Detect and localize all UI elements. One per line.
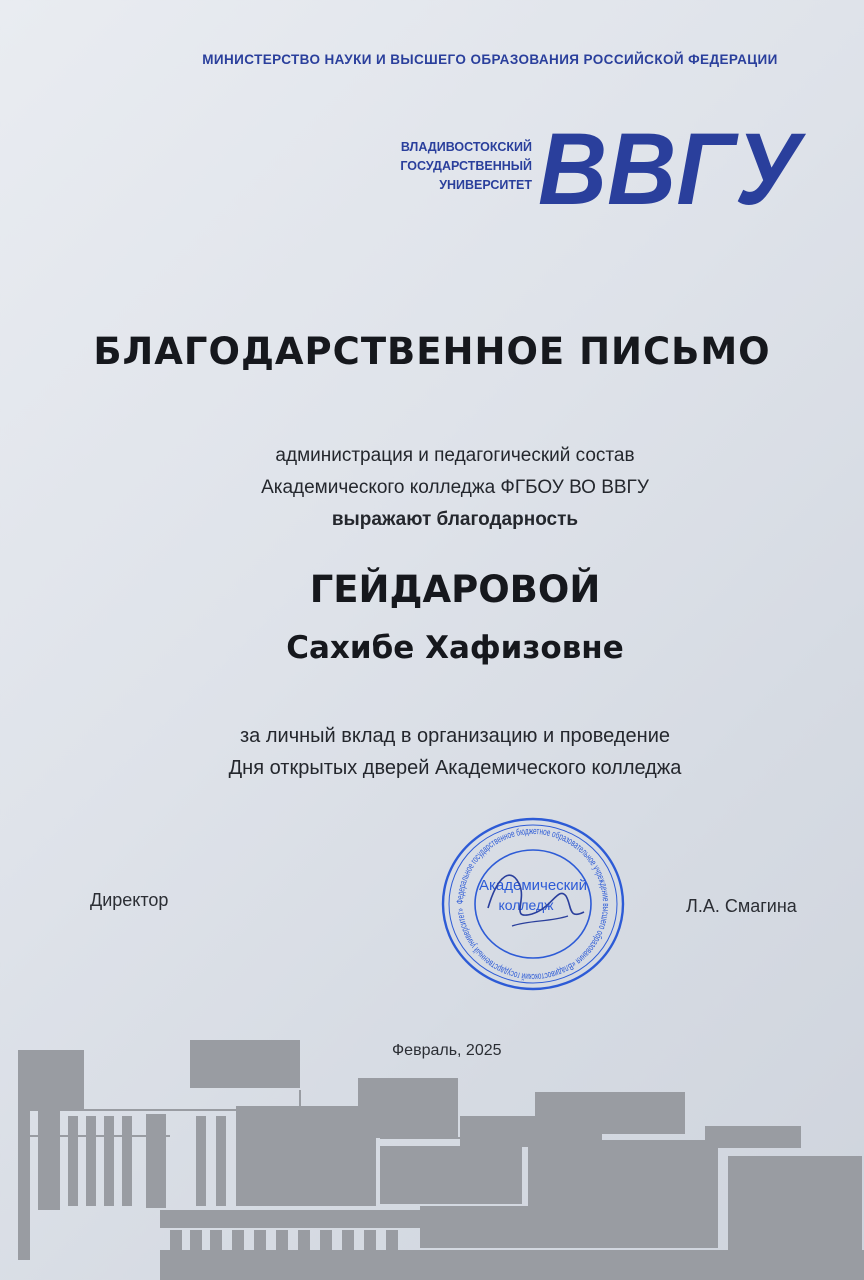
stamp-outer-text: Федеральное государственное бюджетное образовательное учреждение высшего образования «Владивостокский государственный университет»	[454, 825, 612, 983]
intro-line: выражают благодарность	[331, 509, 579, 530]
stamp-center-line: колледж	[498, 897, 554, 913]
logo-text: ВВГУ	[538, 112, 807, 226]
university-logo	[530, 108, 810, 228]
intro-line: Академического колледжа ФГБОУ ВО ВВГУ	[261, 477, 649, 498]
intro-line: администрация и педагогический состав	[275, 445, 635, 466]
reason-text	[80, 720, 830, 784]
intro-text	[80, 440, 830, 536]
college-stamp	[440, 816, 626, 992]
campus-skyline-illustration	[0, 1030, 864, 1280]
university-name-line: УНИВЕРСИТЕТ	[439, 178, 532, 192]
document-date: Февраль, 2025	[392, 1042, 502, 1059]
signer-position: Директор	[90, 890, 169, 910]
ministry-header: МИНИСТЕРСТВО НАУКИ И ВЫСШЕГО ОБРАЗОВАНИЯ РОССИЙСКОЙ ФЕДЕРАЦИИ	[202, 52, 778, 67]
university-name-line: ГОСУДАРСТВЕННЫЙ	[400, 159, 532, 173]
reason-line: за личный вклад в организацию и проведение	[240, 725, 670, 747]
document-title: БЛАГОДАРСТВЕННОЕ ПИСЬМО	[93, 330, 771, 373]
recipient-name: Сахибе Хафизовне	[286, 630, 624, 666]
recipient-surname: ГЕЙДАРОВОЙ	[309, 568, 601, 611]
university-name	[360, 138, 532, 195]
university-name-line: ВЛАДИВОСТОКСКИЙ	[400, 140, 532, 154]
signer-name: Л.А. Смагина	[686, 896, 797, 916]
reason-line: Дня открытых дверей Академического колледжа	[228, 757, 682, 779]
stamp-center-line: Академический	[478, 877, 588, 894]
